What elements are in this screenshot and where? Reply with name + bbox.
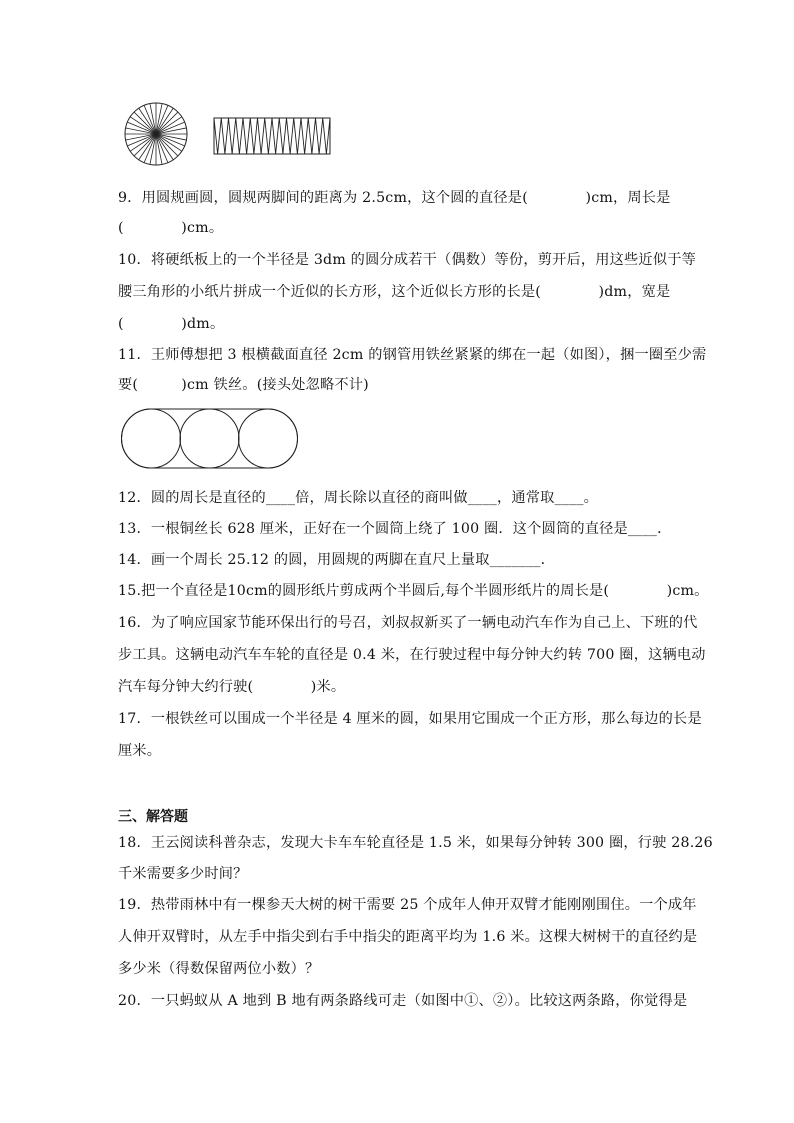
q10-line1: 10．将硬纸板上的一个半径是 3dm 的圆分成若干（偶数）等份，剪开后，用这些近似于等	[118, 252, 696, 268]
q19-line1: 19．热带雨林中有一棵参天大树的树干需要 25 个成年人伸开双臂才能刚刚围住。一个成年	[118, 897, 697, 913]
q16-line2: 步工具。这辆电动汽车车轮的直径是 0.4 米，在行驶过程中每分钟大约转 700 圈，这辆电动	[118, 647, 706, 663]
sector-line	[156, 134, 178, 156]
q18-line1: 18．王云阅读科普杂志，发现大卡车车轮直径是 1.5 米，如果每分钟转 300 圈，行驶 28.26	[118, 835, 713, 851]
q14-line1: 14．画一个周长 25.12 的圆，用圆规的两脚在直尺上量取_______．	[118, 552, 556, 568]
q10-line2: 腰三角形的小纸片拼成一个近似的长方形，这个近似长方形的长是( )dm，宽是	[118, 284, 671, 300]
pipe-left	[122, 409, 181, 468]
circle-sectors-figure	[118, 100, 338, 166]
q19-line2: 人伸开双臂时，从左手中指尖到右手中指尖的距离平均为 1.6 米。这棵大树树干的直径约是	[118, 929, 698, 945]
q11-line1: 11．王师傅想把 3 根横截面直径 2cm 的钢管用铁丝紧紧的绑在一起（如图），捆一圈至少需	[118, 347, 707, 363]
q11-line2: 要( )cm 铁丝。(接头处忽略不计)	[118, 377, 369, 393]
section-heading: 三、解答题	[118, 809, 188, 825]
q19-line3: 多少米（得数保留两位小数）？	[118, 961, 320, 977]
divided-circle	[125, 103, 187, 165]
q16-line3: 汽车每分钟大约行驶( )米。	[118, 679, 346, 695]
q17-line2: 厘米。	[118, 743, 162, 759]
binding-wire	[122, 409, 298, 468]
sector-line	[156, 112, 178, 134]
zigzag-rectangle	[214, 118, 330, 154]
q13-line1: 13．一根铜丝长 628 厘米，正好在一个圆筒上绕了 100 圈．这个圆筒的直径是____．	[118, 521, 672, 537]
q16-line1: 16．为了响应国家节能环保出行的号召，刘叔叔新买了一辆电动汽车作为自己上、下班的代	[118, 615, 698, 631]
q15-line1: 15.把一个直径是10cm的圆形纸片剪成两个半圆后,每个半圆形纸片的周长是( )cm。	[118, 583, 709, 599]
q12-line1: 12．圆的周长是直径的____倍，周长除以直径的商叫做____，通常取____。	[118, 490, 599, 506]
q17-line1: 17．一根铁丝可以围成一个半径是 4 厘米的圆，如果用它围成一个正方形，那么每边的长是	[118, 711, 702, 727]
pipe-middle	[180, 409, 239, 468]
pipe-right	[239, 409, 298, 468]
q9-line1: 9．用圆规画圆，圆规两脚间的距离为 2.5cm，这个圆的直径是( )cm，周长是	[118, 190, 671, 206]
sector-line	[134, 112, 156, 134]
three-pipes-figure	[118, 406, 302, 472]
sector-line	[134, 134, 156, 156]
q20-line1: 20．一只蚂蚁从 A 地到 B 地有两条路线可走（如图中①、②）。比较这两条路，你觉得是	[118, 993, 688, 1009]
q9-line2: ( )cm。	[118, 220, 224, 236]
q10-line3: ( )dm。	[118, 316, 225, 332]
q18-line2: 千米需要多少时间？	[118, 866, 248, 882]
